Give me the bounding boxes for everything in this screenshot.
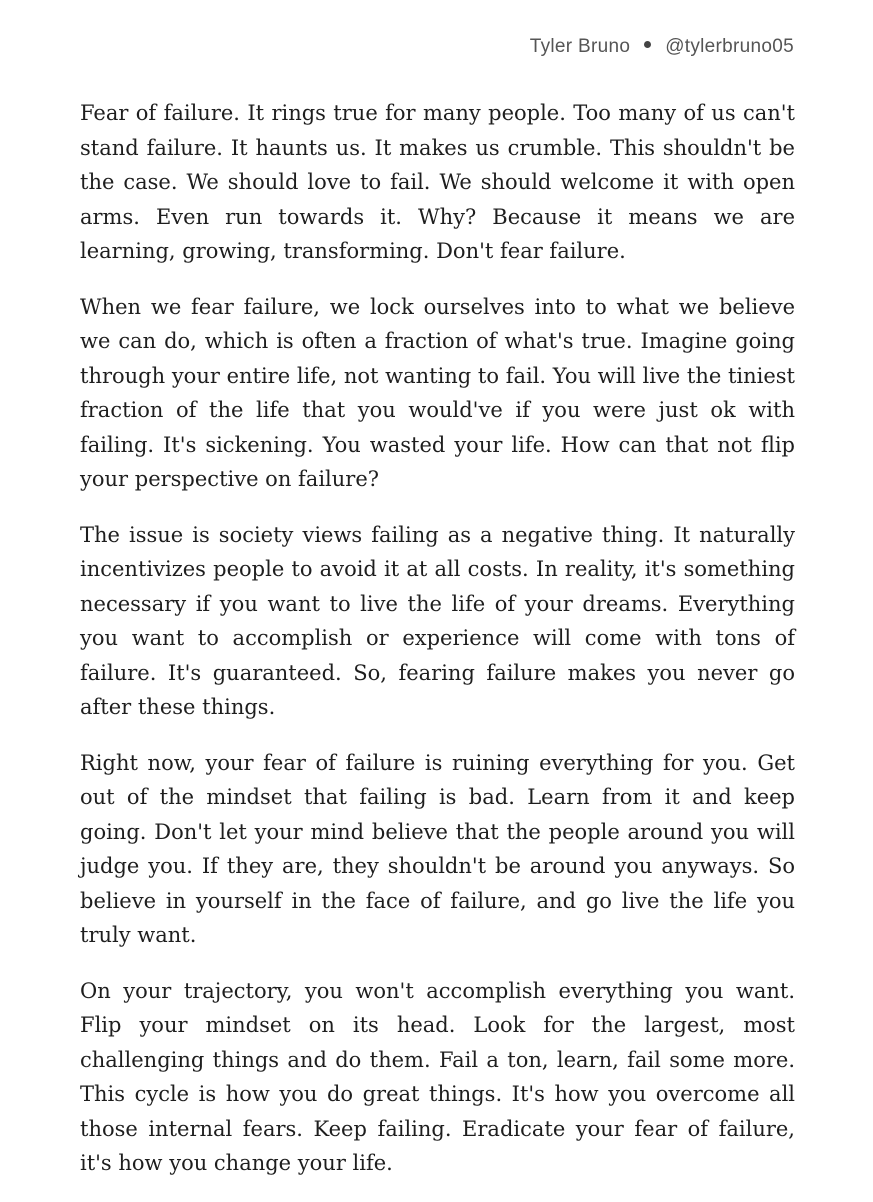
paragraph-1: Fear of failure. It rings true for many people. Too many of us can't stand failure. It haunts us. It makes us crumble. This shouldn't be the case. We should love to fail. We should welcome it with open arms. Even run towards it. Why? Because it means we are learning, growing, transforming. Don't fear failure. xyxy=(80,101,795,263)
byline xyxy=(530,36,794,58)
paragraph-4: Right now, your fear of failure is ruining everything for you. Get out of the mindset that failing is bad. Learn from it and keep going. Don't let your mind believe that the people around you will judge you. If they are, they shouldn't be around you anyways. So believe in yourself in the face of failure, and go live the life you truly want. xyxy=(80,750,795,947)
author-name: Tyler Bruno xyxy=(529,36,631,57)
paragraph-5: On your trajectory, you won't accomplish everything you want. Flip your mindset on its head. Look for the largest, most challenging things and do them. Fail a ton, learn, fail some more. This cycle is how you do great things. It's how you overcome all those internal fears. Keep failing. Eradicate your fear of failure, it's how you change your life. xyxy=(80,978,795,1175)
paragraph-3: The issue is society views failing as a negative thing. It naturally incentivizes people to avoid it at all costs. In reality, it's something necessary if you want to live the life of your dreams. Everything you want to accomplish or experience will come with tons of failure. It's guaranteed. So, fearing failure makes you never go after these things. xyxy=(80,522,795,719)
article-body xyxy=(80,96,795,1202)
author-handle: @tylerbruno05 xyxy=(665,36,794,57)
separator-dot-icon xyxy=(644,41,651,48)
paragraph-2: When we fear failure, we lock ourselves into to what we believe we can do, which is often a fraction of what's true. Imagine going through your entire life, not wanting to fail. You will live the tiniest fraction of the life that you would've if you were just ok with failing. It's sickening. You wasted your life. How can that not flip your perspective on failure? xyxy=(80,294,795,491)
